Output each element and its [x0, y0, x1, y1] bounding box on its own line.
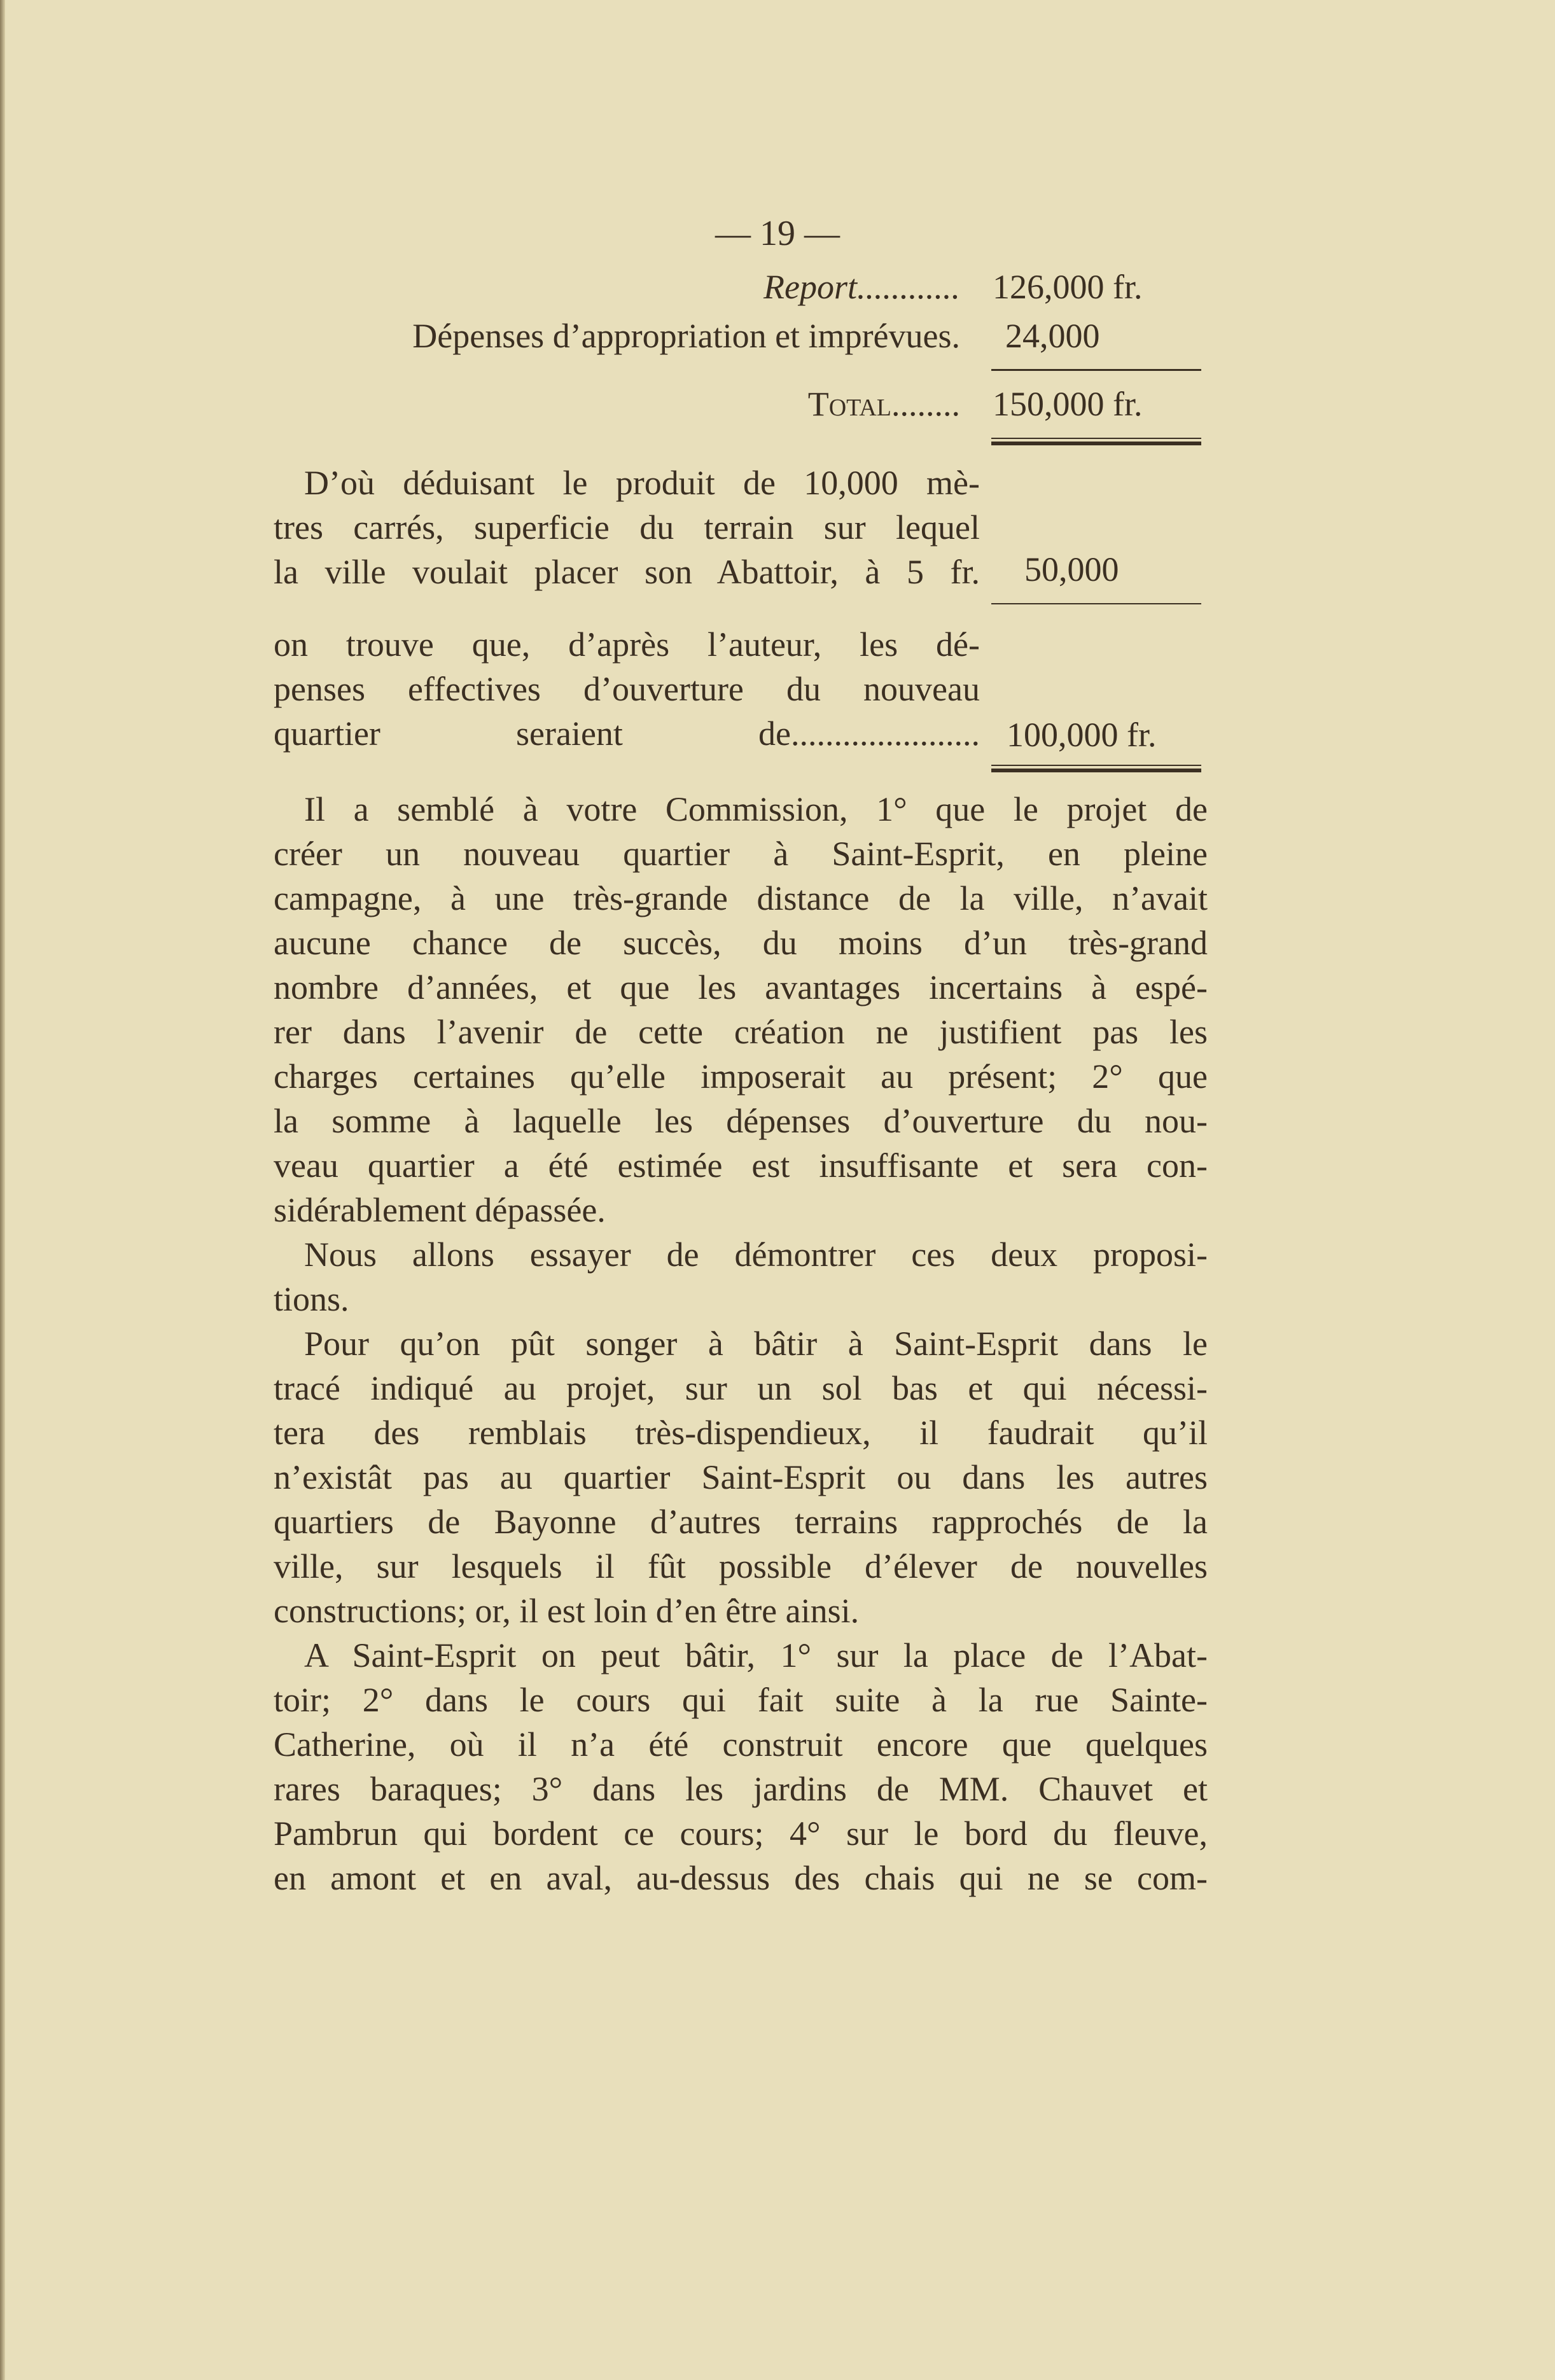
paragraph-line: n’existât pas au quartier Saint-Esprit ou dans les autres	[274, 1458, 1208, 1496]
result-block	[274, 622, 980, 756]
paragraph-line: quartiers de Bayonne d’autres terrains rapprochés de la	[274, 1503, 1208, 1541]
paragraph-line: Pour qu’on pût songer à bâtir à Saint-Esprit dans le	[304, 1325, 1208, 1363]
paragraph-line: créer un nouveau quartier à Saint-Esprit, en pleine	[274, 835, 1208, 873]
result-line: on trouve que, d’après l’auteur, les dé-	[274, 625, 980, 664]
page-number: — 19 —	[715, 214, 840, 253]
report-amount: 126,000 fr.	[993, 268, 1143, 306]
deduction-amount: 50,000	[1024, 550, 1119, 588]
result-double-rule-thin	[991, 765, 1201, 766]
paragraph-line: tions.	[274, 1280, 349, 1318]
total-label: Total........	[807, 385, 960, 423]
depenses-label: Dépenses d’appropriation et imprévues.	[412, 317, 960, 355]
deduction-block	[274, 461, 980, 594]
depenses-amount: 24,000	[1005, 317, 1100, 355]
paragraph-line: Pambrun qui bordent ce cours; 4° sur le bord du fleuve,	[274, 1814, 1208, 1853]
paragraph-line: en amont et en aval, au-dessus des chais qui ne se com-	[274, 1859, 1208, 1897]
total-amount: 150,000 fr.	[993, 385, 1143, 423]
paragraph-line: tera des remblais très-dispendieux, il faudrait qu’il	[274, 1414, 1208, 1452]
paragraph-line: sidérablement dépassée.	[274, 1191, 606, 1229]
sum-rule	[991, 369, 1201, 371]
paragraph-line: veau quartier a été estimée est insuffisante et sera con-	[274, 1146, 1208, 1185]
report-label: Report............	[764, 268, 960, 306]
deduction-line: D’où déduisant le produit de 10,000 mè-	[304, 464, 980, 502]
result-amount: 100,000 fr.	[1007, 716, 1157, 754]
paragraph-line: nombre d’années, et que les avantages incertains à espé-	[274, 968, 1208, 1006]
paragraph-line: la somme à laquelle les dépenses d’ouverture du nou-	[274, 1102, 1208, 1140]
total-double-rule-thick	[991, 442, 1201, 445]
paragraph-line: campagne, à une très-grande distance de la ville, n’avait	[274, 879, 1208, 917]
deduction-line: la ville voulait placer son Abattoir, à 5 fr.	[274, 553, 980, 591]
deduction-rule	[991, 603, 1201, 604]
total-double-rule-thin	[991, 438, 1201, 439]
paragraph-line: aucune chance de succès, du moins d’un très-grand	[274, 924, 1208, 962]
result-line: penses effectives d’ouverture du nouveau	[274, 670, 980, 708]
paragraph-line: rares baraques; 3° dans les jardins de MM. Chauvet et	[274, 1770, 1208, 1808]
paragraph-line: Nous allons essayer de démontrer ces deux proposi-	[304, 1235, 1208, 1274]
paragraph-line: Il a semblé à votre Commission, 1° que le projet de	[304, 790, 1208, 828]
paragraph-line: rer dans l’avenir de cette création ne justifient pas les	[274, 1013, 1208, 1051]
paragraph-line: constructions; or, il est loin d’en être ainsi.	[274, 1592, 860, 1630]
page-binding-edge	[0, 0, 5, 2380]
paragraph-line: tracé indiqué au projet, sur un sol bas et qui nécessi-	[274, 1369, 1208, 1407]
result-line: quartier seraient de......................	[274, 714, 980, 753]
paragraph-line: A Saint-Esprit on peut bâtir, 1° sur la place de l’Abat-	[304, 1636, 1208, 1674]
paragraph-line: ville, sur lesquels il fût possible d’élever de nouvelles	[274, 1547, 1208, 1585]
deduction-line: tres carrés, superficie du terrain sur lequel	[274, 508, 980, 546]
paragraph-line: Catherine, où il n’a été construit encore que quelques	[274, 1725, 1208, 1764]
result-double-rule-thick	[991, 769, 1201, 772]
paragraph-line: toir; 2° dans le cours qui fait suite à la rue Sainte-	[274, 1681, 1208, 1719]
paragraph-line: charges certaines qu’elle imposerait au présent; 2° que	[274, 1057, 1208, 1096]
